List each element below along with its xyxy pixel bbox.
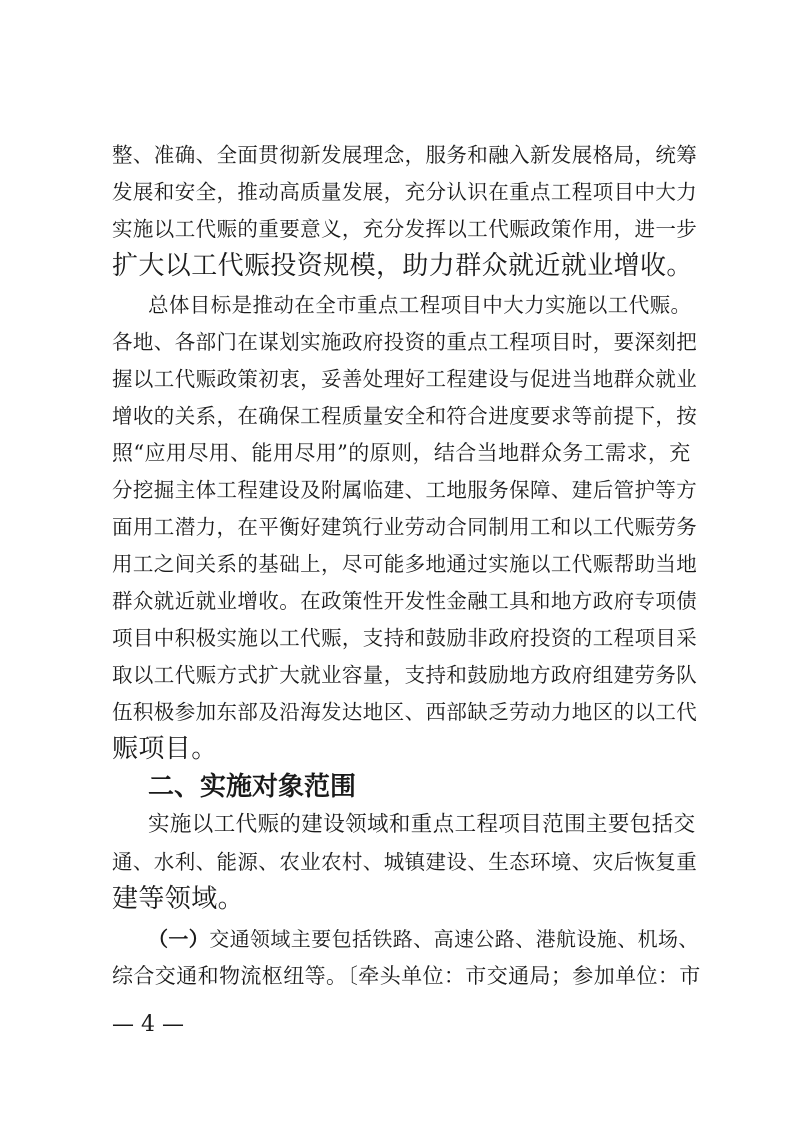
paragraph-line: 通、水利、能源、农业农村、城镇建设、生态环境、灾后恢复重 [112,850,698,874]
paragraph-line: 各地、各部门在谋划实施政府投资的重点工程项目时，要深刻把 [112,330,698,354]
paragraph-line: 发展和安全，推动高质量发展，充分认识在重点工程项目中大力 [112,180,698,204]
paragraph-line: 整、准确、全面贯彻新发展理念，服务和融入新发展格局，统筹 [112,143,698,167]
paragraph-line: 群众就近就业增收。在政策性开发性金融工具和地方政府专项债 [112,589,698,613]
page-number: — 4 — [112,1012,184,1037]
paragraph-line: 用工之间关系的基础上，尽可能多地通过实施以工代赈帮助当地 [112,552,698,576]
section-heading: 二、实施对象范围 [148,772,357,802]
list-marker: （一） [148,927,210,951]
paragraph-line: 伍积极参加东部及沿海发达地区、西部缺乏劳动力地区的以工代 [112,700,698,724]
paragraph-line: 握以工代赈政策初衷，妥善处理好工程建设与促进当地群众就业 [112,367,698,391]
paragraph-line: 综合交通和物流枢纽等。〔牵头单位：市交通局；参加单位：市 [112,964,701,988]
paragraph-line: 实施以工代赈的重要意义，充分发挥以工代赈政策作用，进一步 [112,217,698,241]
paragraph-line: 扩大以工代赈投资规模，助力群众就近就业增收。 [112,251,693,281]
paragraph-line: 项目中积极实施以工代赈，支持和鼓励非政府投资的工程项目采 [112,626,698,650]
paragraph-line: 增收的关系，在确保工程质量安全和符合进度要求等前提下，按 [112,404,698,428]
paragraph-line: 总体目标是推动在全市重点工程项目中大力实施以工代赈。 [148,293,692,317]
paragraph-line: 取以工代赈方式扩大就业容量，支持和鼓励地方政府组建劳务队 [112,663,698,687]
paragraph-line: 实施以工代赈的建设领域和重点工程项目范围主要包括交 [148,812,696,837]
paragraph-text: 交通领域主要包括铁路、高速公路、港航设施、机场、 [209,927,699,951]
paragraph-line: 分挖掘主体工程建设及附属临建、工地服务保障、建后管护等方 [112,478,698,502]
paragraph-line: 照“应用尽用、能用尽用”的原则，结合当地群众务工需求，充 [112,441,691,465]
paragraph-line [148,924,702,954]
paragraph-line: 建等领域。 [112,884,245,914]
paragraph-line: 赈项目。 [112,734,218,764]
paragraph-line: 面用工潜力，在平衡好建筑行业劳动合同制用工和以工代赈劳务 [112,515,698,539]
